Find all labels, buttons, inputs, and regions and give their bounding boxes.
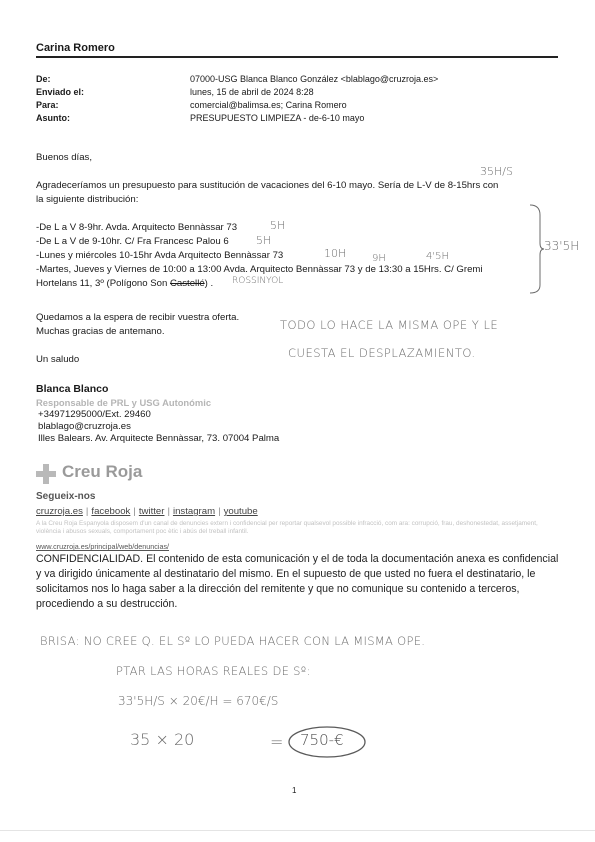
signature-email: blablago@cruzroja.es	[38, 421, 131, 432]
line-5-prefix: Hortelans 11, 3º (Polígono Son	[36, 278, 170, 289]
logo-text: Creu Roja	[62, 462, 143, 481]
header-rule	[36, 56, 558, 58]
distribution-line-1: -De L a V 8-9hr. Avda. Arquitecto Bennàssar 73	[36, 222, 238, 233]
signature-role: Responsable de PRL y USG Autonómic	[36, 397, 212, 408]
field-label-from: De:	[36, 74, 51, 84]
link-youtube[interactable]: youtube	[223, 506, 258, 517]
field-value-sent: lunes, 15 de abril de 2024 8:28	[190, 87, 314, 97]
field-label-to: Para:	[36, 100, 59, 110]
separator: |	[85, 506, 89, 517]
signature-phone: +34971295000/Ext. 29460	[38, 409, 151, 420]
link-cruzroja[interactable]: cruzroja.es	[36, 506, 83, 517]
handwritten-bracket	[528, 203, 544, 295]
field-value-to: comercial@balimsa.es; Carina Romero	[190, 100, 347, 110]
handwritten-hours-1: 5H	[270, 219, 286, 232]
handwritten-note-2: CUESTA EL DESPLAZAMIENTO.	[288, 346, 476, 360]
handwritten-total: 750-€	[300, 731, 344, 749]
line-5-struck-text: Castellé	[170, 278, 205, 289]
handwritten-hours-4b: 4'5H	[426, 251, 449, 262]
link-facebook[interactable]: facebook	[91, 506, 131, 517]
handwritten-total-hours: 33'5H	[544, 239, 580, 253]
handwritten-calc-1: 33'5H/S × 20€/H = 670€/S	[118, 694, 279, 708]
bottom-rule	[0, 830, 595, 831]
handwritten-weekly-hours: 35H/S	[480, 165, 513, 178]
line-5-suffix: ) .	[204, 278, 214, 289]
separator: |	[167, 506, 170, 517]
intro-line-1: Agradeceríamos un presupuesto para sustitución de vacaciones del 6-10 mayo. Sería de L-V de 8-15hrs con	[36, 180, 499, 191]
handwritten-note-4: PTAR LAS HORAS REALES DE Sº:	[116, 664, 311, 678]
red-cross-logo-icon	[36, 464, 56, 484]
handwritten-hours-2: 5H	[256, 234, 272, 247]
handwritten-equals: =	[270, 732, 284, 751]
handwritten-hours-3: 10H	[324, 247, 347, 260]
field-label-sent: Enviado el:	[36, 87, 85, 97]
distribution-line-4: -Martes, Jueves y Viernes de 10:00 a 13:00 Avda. Arquitecto Bennàssar 73 y de 13:30 a 15Hrs. C/ Gremi	[36, 264, 483, 275]
greeting: Buenos días,	[36, 152, 93, 163]
field-label-subject: Asunto:	[36, 113, 70, 123]
field-value-subject: PRESUPUESTO LIMPIEZA - de-6-10 mayo	[190, 113, 365, 123]
follow-label: Segueix-nos	[36, 491, 96, 502]
page-number: 1	[292, 786, 297, 795]
signature-address: Illes Balears. Av. Arquitecte Bennàssar, 73. 07004 Palma	[38, 433, 280, 444]
denuncias-link[interactable]: www.cruzroja.es/principal/web/denuncias/	[36, 542, 170, 551]
signature-name: Blanca Blanco	[36, 383, 109, 395]
sender-name: Carina Romero	[36, 42, 115, 54]
field-value-from: 07000-USG Blanca Blanco González <blablago@cruzroja.es>	[190, 74, 439, 84]
confidentiality-notice: CONFIDENCIALIDAD. El contenido de esta comunicación y el de toda la documentación anexa es confidencial y va dirigido únicamente al destinatario del mismo. En el supuesto de que usted no fuera el destinatario, le solicitamos nos lo haga saber a la dirección del remitente y que no comunique su contenido a terceros, procediendo a su destrucción.	[36, 553, 559, 610]
handwritten-note-3: BRISA: NO CREE Q. EL Sº LO PUEDA HACER CON LA MISMA OPE.	[40, 634, 426, 648]
distribution-line-3: -Lunes y miércoles 10-15hr Avda Arquitecto Bennàssar 73	[36, 250, 284, 261]
handwritten-calc-2: 35 × 20	[130, 730, 195, 749]
handwritten-location-correction: ROSSINYOL	[232, 276, 284, 286]
distribution-line-5	[36, 278, 213, 289]
farewell: Un saludo	[36, 354, 80, 365]
closing-line-2: Muchas gracias de antemano.	[36, 326, 165, 337]
separator: |	[218, 506, 221, 517]
link-instagram[interactable]: instagram	[172, 506, 216, 517]
handwritten-note-1: TODO LO HACE LA MISMA OPE Y LE	[280, 318, 499, 332]
social-links	[36, 506, 258, 517]
handwritten-hours-4a: 9H	[372, 253, 386, 264]
distribution-line-2: -De L a V de 9-10hr. C/ Fra Francesc Palou 6	[36, 236, 229, 247]
closing-line-1: Quedamos a la espera de recibir vuestra oferta.	[36, 312, 240, 323]
fine-print: A la Creu Roja Espanyola disposem d'un canal de denuncies extern i confidencial per reportar qualsevol possible infracció, com ara: corrupció, frau, deshonestedat, assetjament, violència i abusos sexuals, comportament poc ètic i abús del treball infantil.	[36, 520, 538, 535]
separator: |	[133, 506, 136, 517]
intro-line-2: la siguiente distribución:	[36, 194, 139, 205]
link-twitter[interactable]: twitter	[138, 506, 165, 517]
